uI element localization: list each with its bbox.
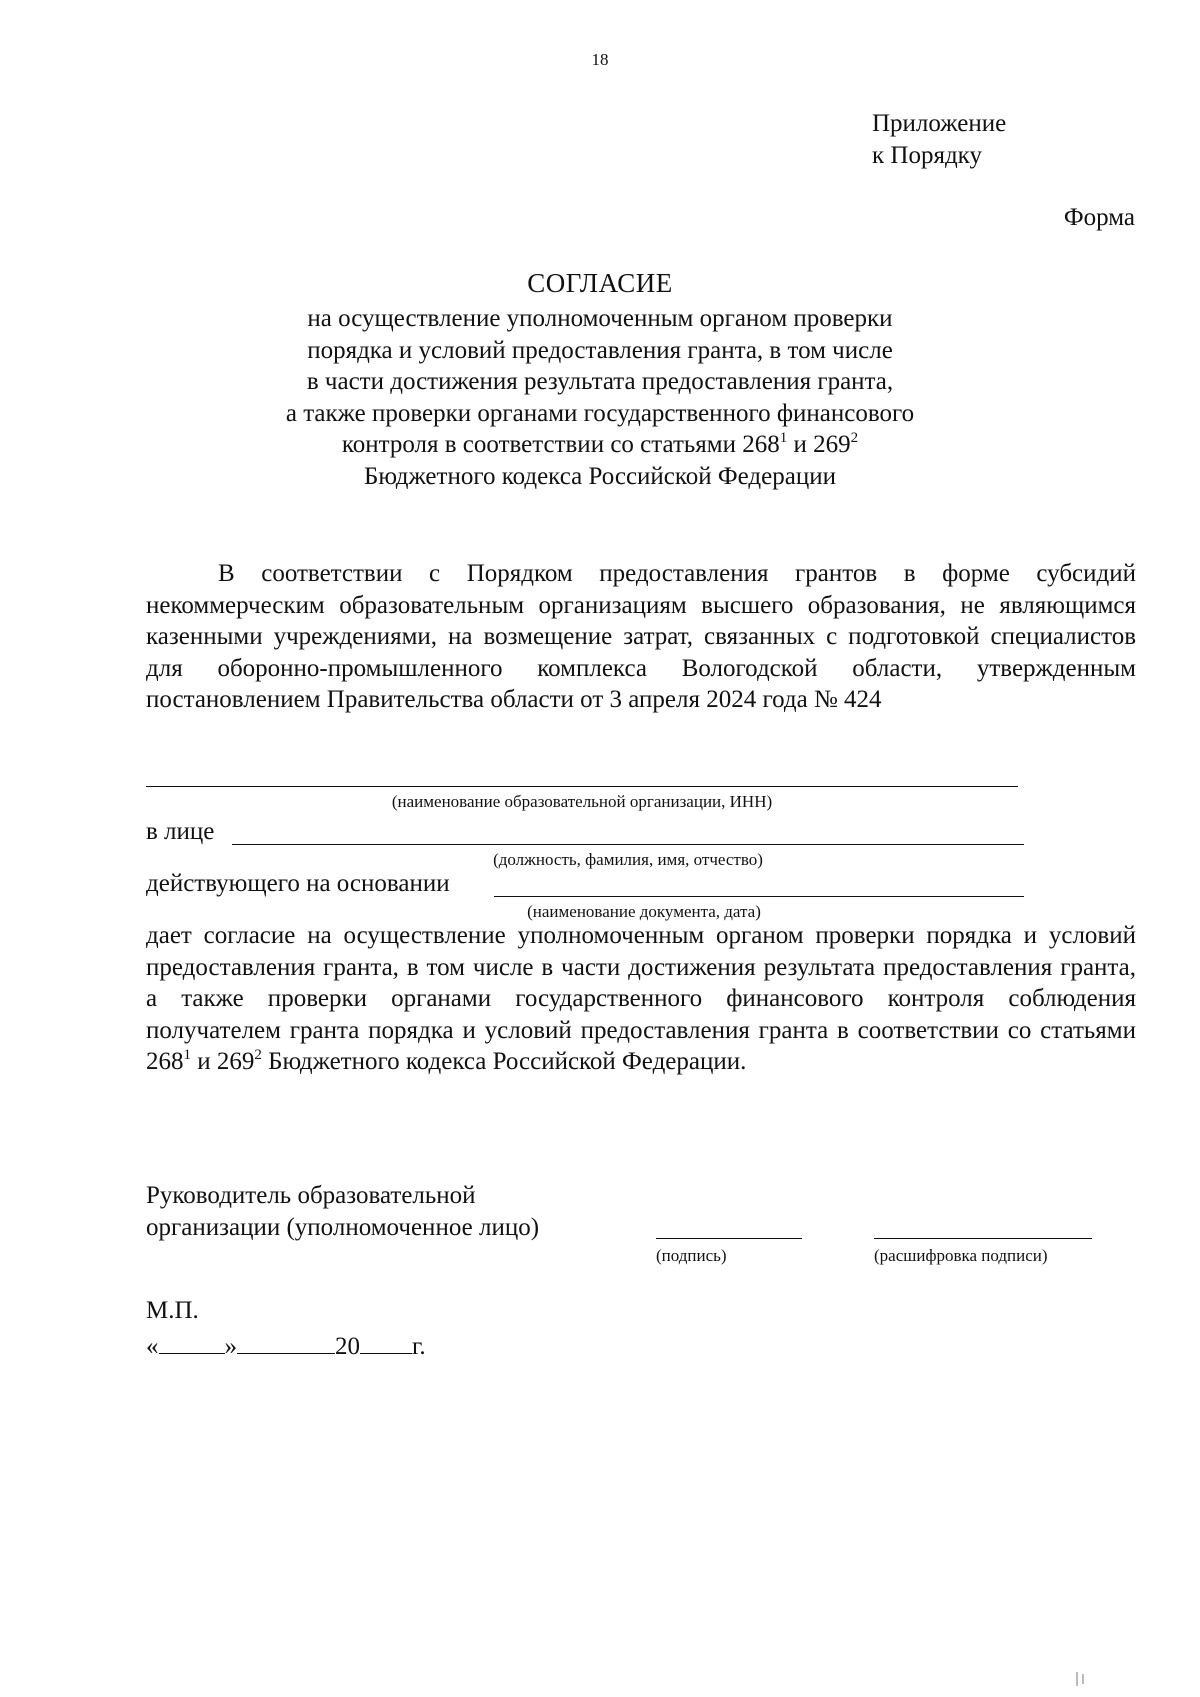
- subtitle-line: а также проверки органами государственного финансового: [285, 399, 915, 427]
- signatory-line: организации (уполномоченное лицо): [146, 1213, 540, 1241]
- stamp-label: М.П.: [146, 1297, 199, 1324]
- date-year-suffix: г.: [412, 1333, 426, 1360]
- consent-text: дает согласие на осуществление уполномоченным органом проверки порядка и условий предоставления гранта, в том числе в части достижения результата предоставления гранта, а также проверки органами государственного финансового контроля соблюдения получателем гранта порядка и условий предоставления гранта в соответствии со статьями 268: [146, 922, 1136, 1075]
- basis-label: действующего на основании: [146, 870, 450, 897]
- superscript: 1: [779, 430, 788, 446]
- date-month-field[interactable]: [237, 1331, 335, 1354]
- subtitle-line: в части достижения результата предоставления гранта,: [306, 368, 894, 395]
- consent-text: Бюджетного кодекса Российской Федерации.: [261, 1048, 747, 1075]
- person-field[interactable]: [232, 844, 1024, 845]
- signatory-line: Руководитель образовательной: [146, 1182, 476, 1209]
- date-open-quote: «: [146, 1333, 159, 1360]
- appendix-note: [872, 108, 1006, 172]
- signature-caption: (подпись): [656, 1246, 727, 1265]
- person-label: в лице: [146, 818, 215, 845]
- subtitle-line: Бюджетного кодекса Российской Федерации: [364, 462, 836, 490]
- org-name-caption: (наименование образовательной организации, ИНН): [391, 792, 773, 811]
- superscript: 2: [254, 1047, 262, 1063]
- appendix-line-1: Приложение: [872, 110, 1007, 137]
- org-name-field[interactable]: [146, 786, 1018, 787]
- consent-paragraph: [146, 920, 1136, 1078]
- person-caption: (должность, фамилия, имя, отчество): [493, 850, 763, 869]
- signature-decoding-field[interactable]: [874, 1238, 1092, 1239]
- superscript: 1: [183, 1047, 191, 1063]
- date-line: [146, 1331, 426, 1361]
- subtitle-line: [200, 429, 1000, 461]
- document-title: СОГЛАСИЕ: [527, 268, 673, 298]
- subtitle-text: и 269: [787, 431, 851, 458]
- date-close-quote: »: [224, 1333, 237, 1360]
- date-day-field[interactable]: [159, 1331, 225, 1354]
- signatory-label: [146, 1180, 539, 1243]
- superscript: 2: [850, 430, 859, 446]
- basis-field[interactable]: [494, 896, 1024, 897]
- page-number: 18: [591, 50, 609, 69]
- form-label: Форма: [1063, 204, 1135, 231]
- signature-decoding-caption: (расшифровка подписи): [874, 1246, 1048, 1265]
- document-subtitle: [200, 303, 1000, 492]
- basis-caption: (наименование документа, дата): [527, 902, 761, 921]
- subtitle-line: на осуществление уполномоченным органом проверки: [307, 305, 893, 332]
- date-century: 20: [335, 1333, 360, 1360]
- scan-artifact: [1076, 1672, 1078, 1686]
- appendix-line-2: к Порядку: [872, 142, 982, 169]
- scan-artifact: [1082, 1674, 1084, 1684]
- subtitle-line: порядка и условий предоставления гранта, в том числе: [307, 336, 893, 364]
- consent-text: и 269: [191, 1048, 255, 1075]
- intro-paragraph: В соответствии с Порядком предоставления грантов в форме субсидий некоммерческим образовательным организациям высшего образования, не являющимся казенными учреждениями, на возмещение затрат, связанных с подготовкой специалистов для оборонно-промышленного комплекса Вологодской области, утвержденным постановлением Правительства области от 3 апреля 2024 года № 424: [146, 560, 1136, 713]
- subtitle-text: контроля в соответствии со статьями 268: [341, 431, 780, 458]
- date-year-field[interactable]: [360, 1331, 412, 1354]
- signature-field[interactable]: [656, 1238, 802, 1239]
